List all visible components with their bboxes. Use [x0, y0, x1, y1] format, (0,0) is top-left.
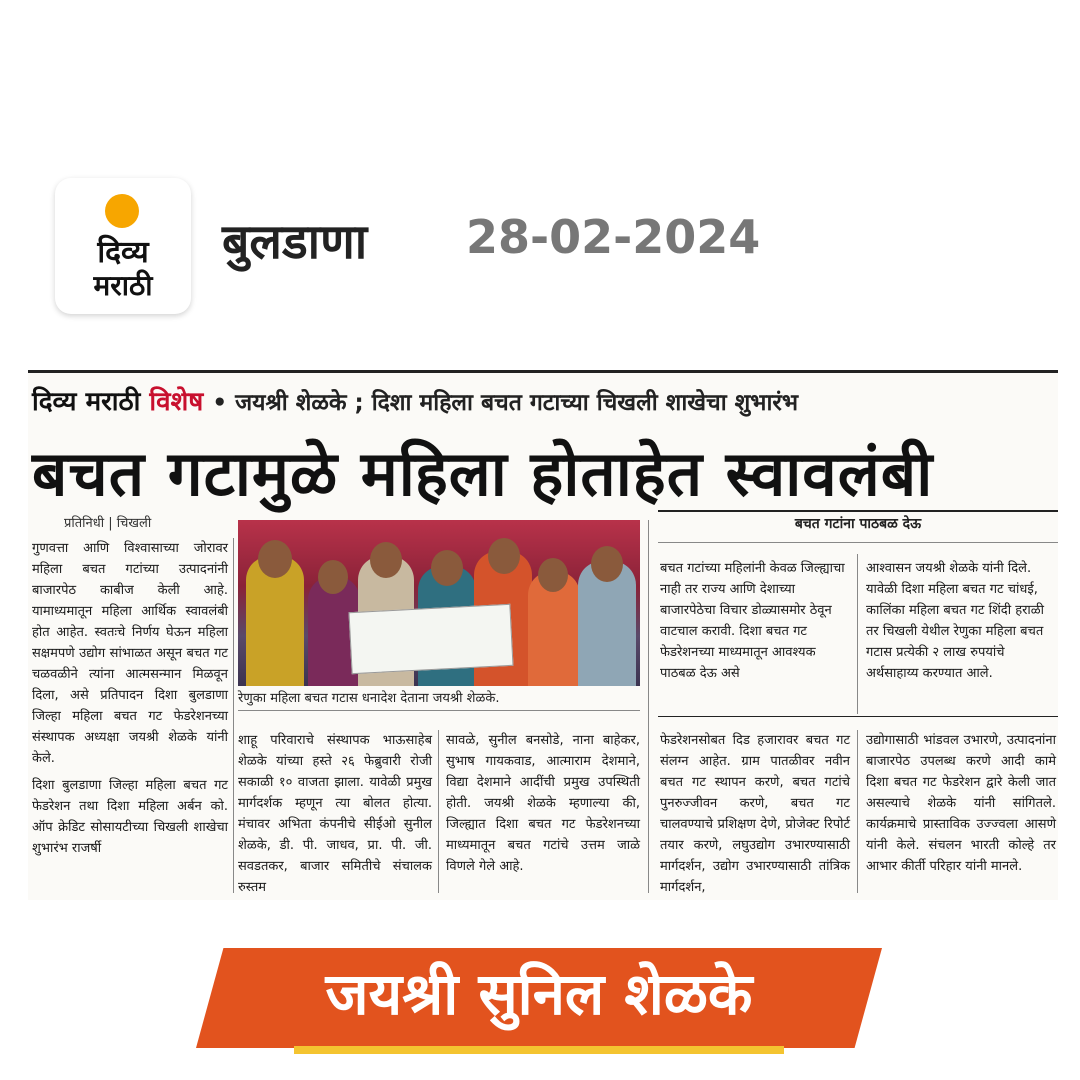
column-divider [438, 730, 439, 893]
kicker-special: विशेष [149, 387, 204, 417]
sidebar-title: बचत गटांना पाठबळ देऊ [794, 516, 922, 532]
sidebar-title-rule [658, 542, 1058, 543]
person-head [591, 546, 623, 582]
column-divider [857, 730, 858, 893]
headline: बचत गटामुळे महिला होताहेत स्वावलंबी [32, 437, 934, 510]
article-column-2: शाहू परिवाराचे संस्थापक भाऊसाहेब शेळके यांच्या हस्ते २६ फेब्रुवारी रोजी सकाळी १० वाजता झाला. यावेळी प्रमुख मार्गदर्शक म्हणून त्या बोलत होत्या. मंचावर अभिता कंपनीचे सीईओ सुनील शेळके, डी. पी. जाधव, प्रा. पी. जी. सवडतकर, बाजार समितीचे संचालक रुस्तम [238, 733, 432, 895]
logo-line-2: मराठी [93, 269, 153, 302]
sun-icon [105, 194, 139, 228]
column-divider [648, 520, 649, 893]
column-divider [857, 554, 858, 714]
sidebar-bottom-rule [658, 716, 1058, 717]
sidebar-column-2: आश्वासन जयश्री शेळके यांनी दिले. यावेळी दिशा महिला बचत गट चांधई, कालिंका महिला बचत गट शिंदी हराळी तर चिखली येथील रेणुका महिला बचत गटास प्रत्येकी २ लाख रुपयांचे अर्थसाहाय्य करण्यात आले. [866, 561, 1045, 681]
sidebar-column-1: बचत गटांच्या महिलांनी केवळ जिल्ह्याचा नाही तर राज्य आणि देशाच्या बाजारपेठेचा विचार डोळ्यासमोर ठेवून वाटचाल करावी. दिशा बचत गट फेडरेशनच्या माध्यमातून आवश्यक पाठबळ देऊ असे [660, 561, 845, 681]
person-head [258, 540, 292, 578]
person-head [431, 550, 463, 586]
cheque [348, 604, 513, 674]
logo-line-1: दिव्य [97, 235, 149, 270]
name-banner-text: जयश्री सुनिल शेळके [325, 960, 753, 1028]
person-head [370, 542, 402, 578]
person-head [538, 558, 568, 592]
article-column-4: फेडरेशनसोबत दिड हजारावर बचत गट संलग्न आहेत. ग्राम पातळीवर नवीन बचत गट स्थापन करणे, बचत गटांचे पुनरुज्जीवन करणे, बचत गट चालवण्याचे प्रशिक्षण देणे, प्रोजेक्ट रिपोर्ट तयार करणे, लघुउद्योग उभारण्यासाठी मार्गदर्शन, उद्योग उभारण्यासाठी तांत्रिक मार्गदर्शन, [660, 733, 850, 895]
kicker-brand: दिव्य मराठी [32, 387, 141, 417]
top-rule [28, 370, 1058, 373]
article-column-1 [32, 538, 228, 859]
article-column-5: उद्योगासाठी भांडवल उभारणे, उत्पादनांना बाजारपेठ उपलब्ध करणे आदी कामे दिशा बचत गट फेडरेशन द्वारे केली जात असल्याचे शेळके यांनी सांगितले. कार्यक्रमाचे प्रास्ताविक उज्ज्वला आसणे यांनी केले. संचलन भारती कोल्हे तर आभार कीर्ती परिहार यांनी मानले. [866, 733, 1056, 874]
kicker-text: • जयश्री शेळके ; दिशा महिला बचत गटाच्या चिखली शाखेचा शुभारंभ [212, 390, 798, 416]
person-head [318, 560, 348, 594]
byline: प्रतिनिधी | चिखली [64, 516, 152, 531]
city-title: बुलडाणा [222, 214, 368, 270]
kicker [32, 382, 798, 418]
event-photo [238, 520, 640, 686]
photo-caption: रेणुका महिला बचत गटास धनादेश देताना जयश्री शेळके. [238, 691, 500, 706]
date-label: 28-02-2024 [466, 210, 761, 264]
sidebar-top-rule [658, 510, 1058, 512]
column-divider [233, 538, 234, 893]
paragraph: गुणवत्ता आणि विश्वासाच्या जोरावर महिला बचत गटांच्या उत्पादनांनी बाजारपेठ काबीज केली आहे. यामाध्यमातून महिला आर्थिक स्वावलंबी होत आहेत. स्वतःचे निर्णय घेऊन महिला सक्षमपणे उद्योग सांभाळत असून बचत गट चळवळीने त्यांना आत्मसन्मान मिळवून दिला, असे प्रतिपादन दिशा बुलडाणा जिल्हा महिला बचत गट फेडरेशनच्या संस्थापक अध्यक्षा जयश्री शेळके यांनी केले. [32, 541, 228, 766]
banner-underline [294, 1046, 784, 1054]
person-head [488, 538, 520, 574]
divya-marathi-logo [55, 178, 191, 314]
newspaper-clipping [28, 370, 1058, 900]
article-column-3: सावळे, सुनील बनसोडे, नाना बाहेकर, सुभाष गायकवाड, आत्माराम देशमाने, विद्या देशमाने आदींची प्रमुख उपस्थिती होती. जयश्री शेळके म्हणाल्या की, जिल्ह्यात दिशा बचत गट फेडरेशनच्या माध्यमातून बचत गटांचे उत्तम जाळे विणले गेले आहे. [446, 733, 640, 874]
caption-rule [238, 710, 640, 711]
paragraph: दिशा बुलडाणा जिल्हा महिला बचत गट फेडरेशन तथा दिशा महिला अर्बन को. ऑप क्रेडिट सोसायटीच्या चिखली शाखेचा शुभारंभ राजर्षी [32, 778, 228, 856]
